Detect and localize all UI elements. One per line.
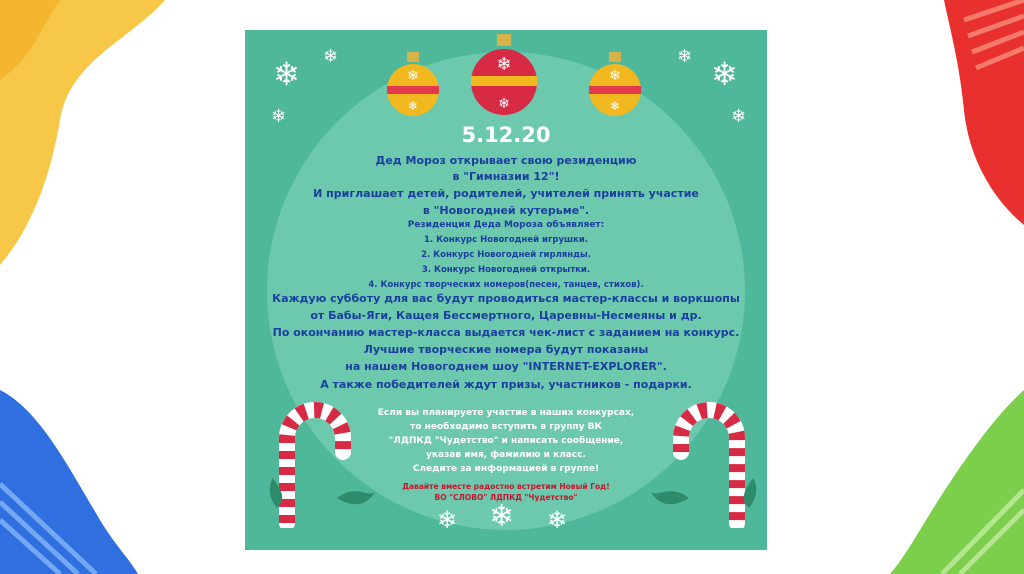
closing-line: Давайте вместе радостно встретим Новый Год! [402,482,610,491]
workshop-line: Каждую субботу для вас будут проводиться мастер-классы и воркшопы [272,292,740,305]
snowflake-icon: ❄ [271,106,287,127]
svg-text:❄: ❄ [498,96,510,112]
contest-item: 2. Конкурс Новогодней гирлянды. [421,250,591,260]
snowflake-icon: ❄ [489,499,515,534]
corner-decoration-top-right [924,0,1024,230]
svg-text:❄: ❄ [407,99,419,113]
poster-date: 5.12.20 [461,123,551,147]
snowflake-icon: ❄ [323,46,339,67]
intro-line: в "Гимназии 12"! [452,170,560,183]
corner-decoration-bottom-right [890,390,1024,574]
snowflake-icon: ❄ [547,506,568,534]
contest-item: 1. Конкурс Новогодней игрушки. [423,235,589,245]
workshop-line: По окончанию мастер-класса выдается чек-лист с заданием на конкурс. [272,326,740,339]
vk-line: Если вы планируете участие в наших конкурсах, [377,408,635,418]
christmas-ornament-icon [467,32,541,120]
contest-item: 3. Конкурс Новогодней открытки. [421,265,591,275]
corner-decoration-top-left [0,0,170,270]
snowflake-icon: ❄ [273,55,300,93]
svg-text:❄: ❄ [609,99,621,113]
snowflake-icon: ❄ [437,506,458,534]
intro-line: Дед Мороз открывает свою резиденцию [375,154,637,167]
intro-line: И приглашает детей, родителей, учителей принять участие [313,187,699,200]
vk-line: то необходимо вступить в группу ВК [410,422,602,432]
announce-heading: Резиденция Деда Мороза объявляет: [407,220,605,230]
svg-text:❄: ❄ [609,68,621,84]
workshop-line: А также победителей ждут призы, участников - подарки. [320,378,692,391]
workshop-line: от Бабы-Яги, Кащея Бессмертного, Царевны-Несмеяны и др. [310,309,702,322]
workshop-line: на нашем Новогоднем шоу "INTERNET-EXPLORER". [345,360,667,373]
snowflake-icon: ❄ [731,106,747,127]
vk-line: Следите за информацией в группе! [412,464,600,474]
vk-line: "ЛДПКД "Чудетство" и написать сообщение, [388,436,624,446]
svg-text:❄: ❄ [407,68,419,84]
christmas-ornament-icon [585,50,645,120]
poster [245,30,767,550]
workshop-line: Лучшие творческие номера будут показаны [363,343,649,356]
corner-decoration-bottom-left [0,390,140,574]
closing-line: ВО "СЛОВО" ЛДПКД "Чудетство" [434,493,578,502]
contest-item: 4. Конкурс творческих номеров(песен, танцев, стихов). [368,280,644,290]
snowflake-icon: ❄ [677,46,693,67]
intro-line: в "Новогодней кутерьме". [422,204,590,217]
christmas-ornament-icon [383,50,443,120]
svg-text:❄: ❄ [496,54,512,75]
snowflake-icon: ❄ [711,55,738,93]
vk-line: указав имя, фамилию и класс. [426,450,586,460]
